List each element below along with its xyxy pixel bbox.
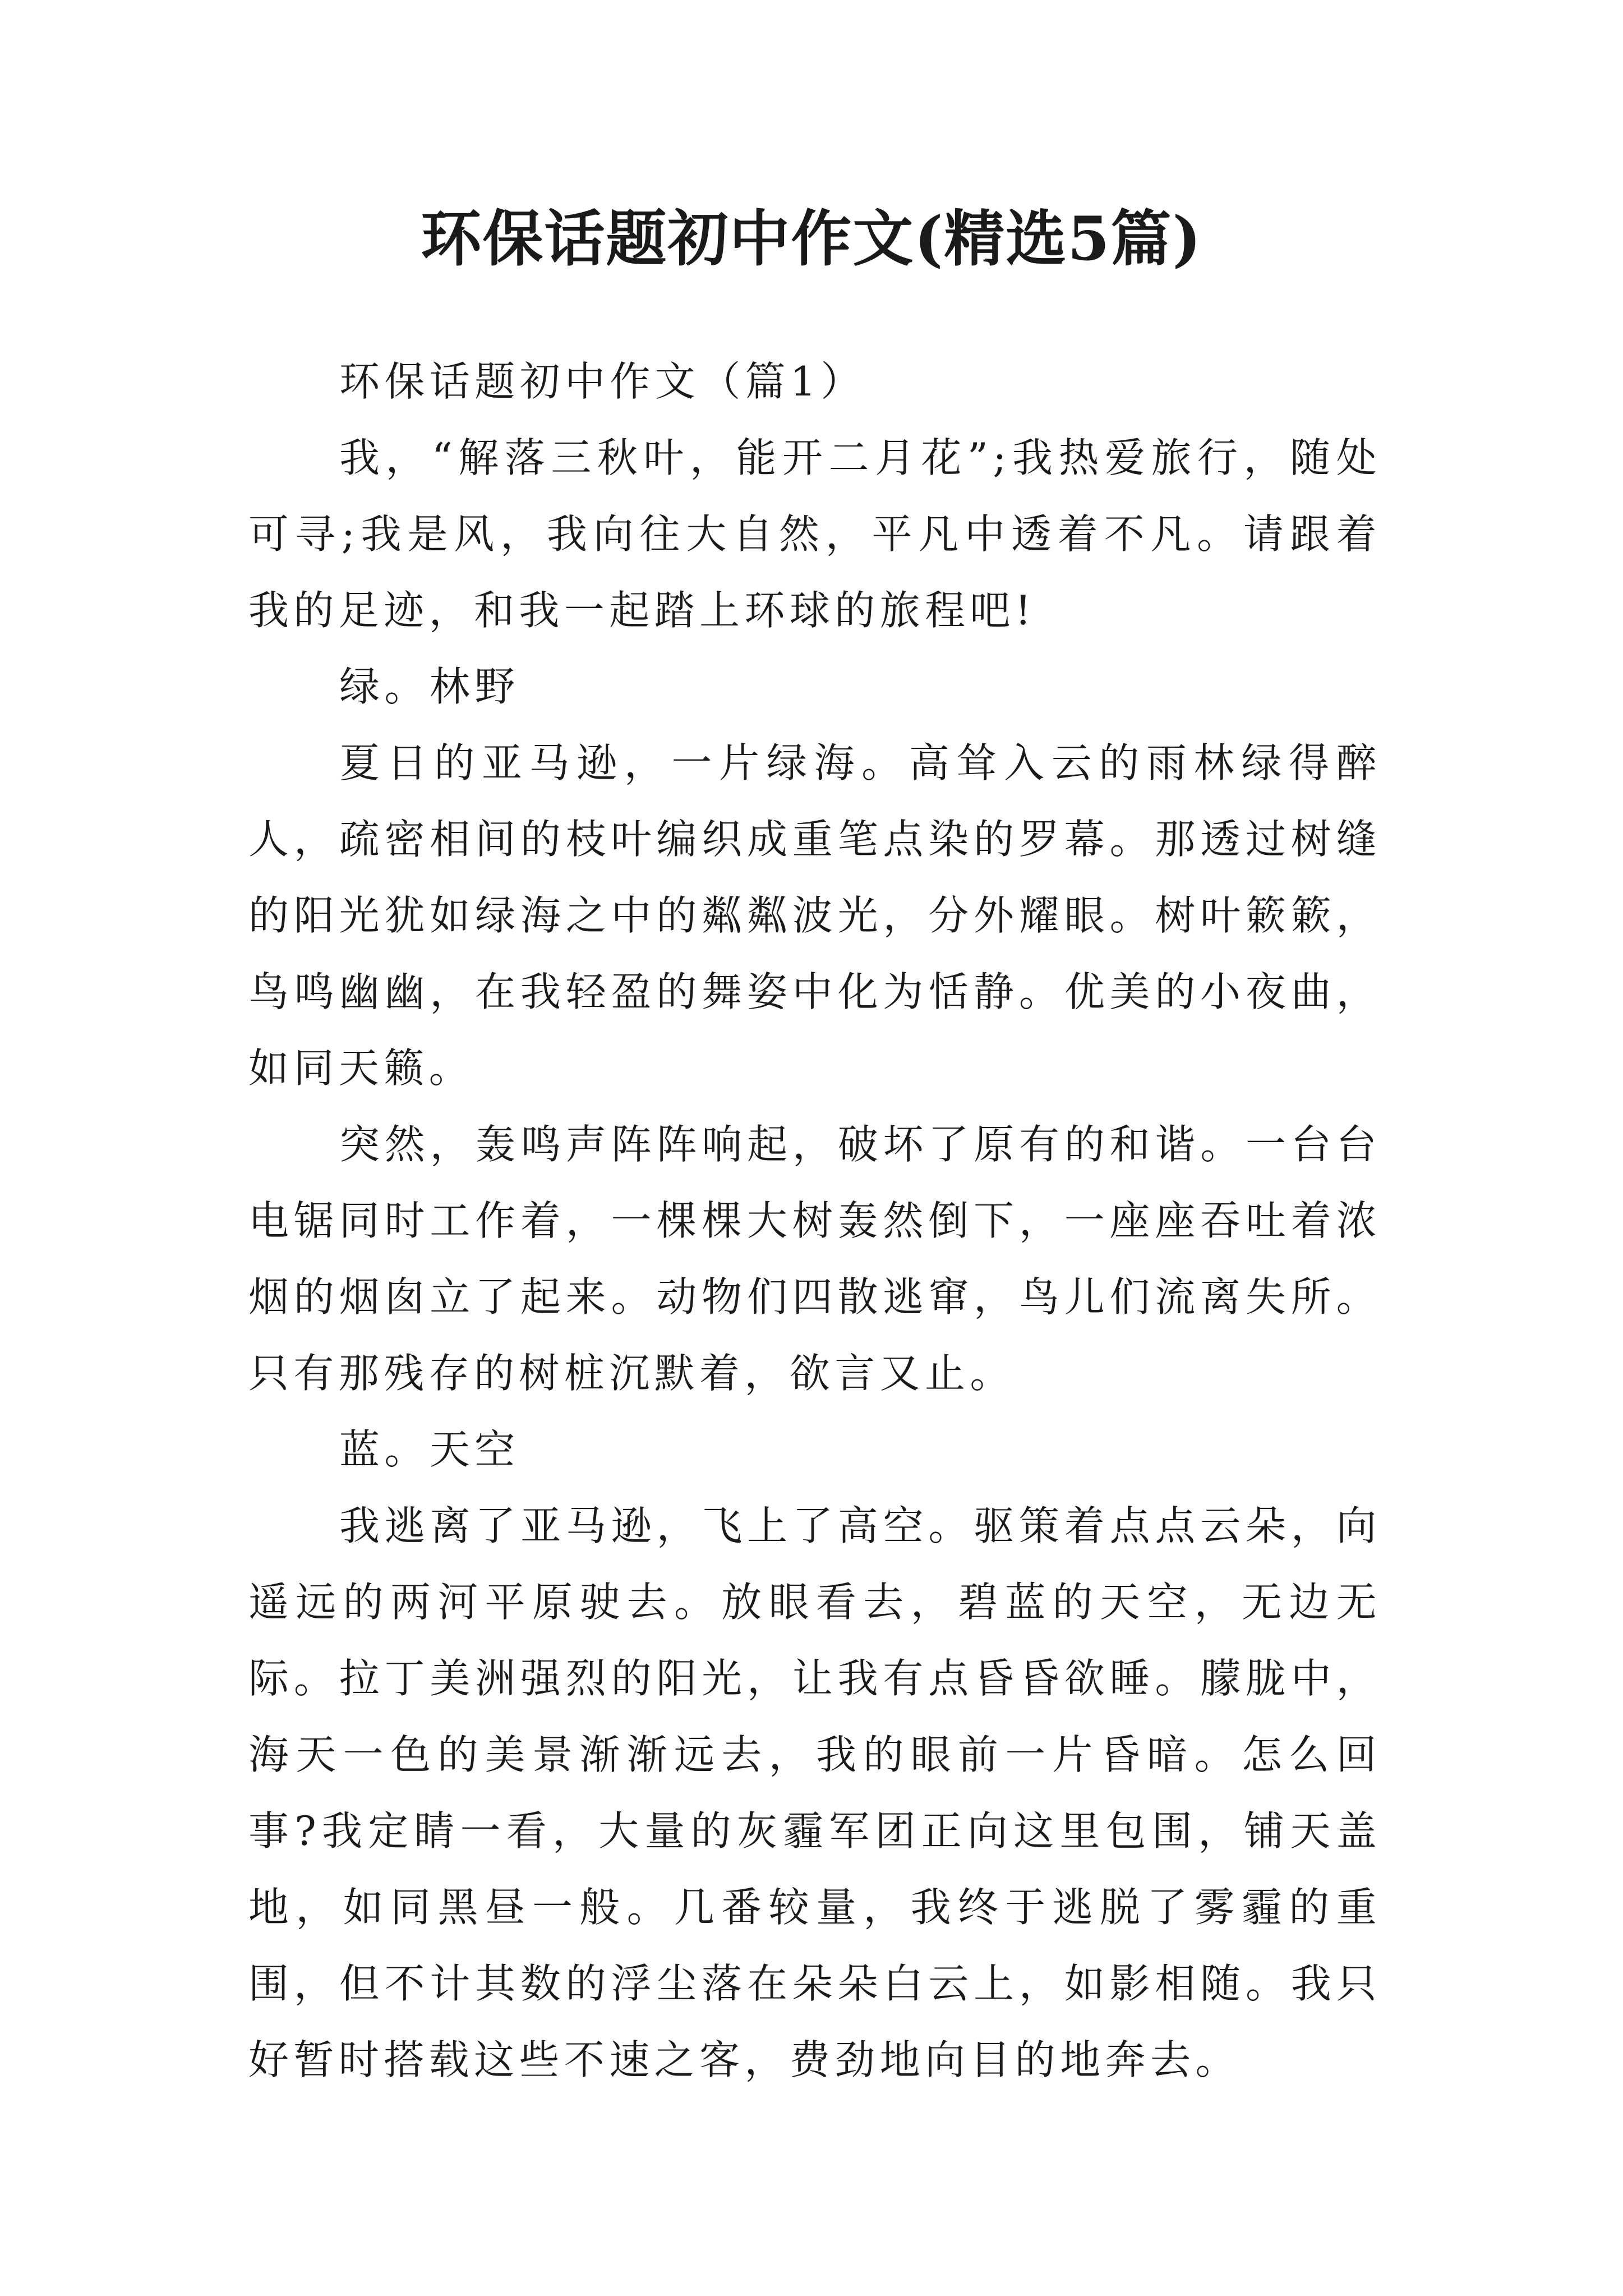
- document-body: [248, 343, 1381, 2098]
- section-heading: 环保话题初中作文（篇1）: [339, 358, 866, 405]
- document-title: 环保话题初中作文(精选5篇): [421, 204, 1202, 274]
- section-heading: 绿。林野: [339, 663, 520, 710]
- paragraph: 我逃离了亚马逊，飞上了高空。驱策着点点云朵，向遥远的两河平原驶去。放眼看去，碧蓝的天空，无边无际。拉丁美洲强烈的阳光，让我有点昏昏欲睡。朦胧中，海天一色的美景渐渐远去，我的眼前一片昏暗。怎么回事?我定睛一看，大量的灰霾军团正向这里包围，铺天盖地，如同黑昼一般。几番较量，我终于逃脱了雾霾的重围，但不计其数的浮尘落在朵朵白云上，如影相随。我只好暂时搭载这些不速之客，费劲地向目的地奔去。: [248, 1502, 1381, 2083]
- paragraph: 我，“解落三秋叶，能开二月花”;我热爱旅行，随处可寻;我是风，我向往大自然，平凡中透着不凡。请跟着我的足迹，和我一起踏上环球的旅程吧!: [248, 434, 1381, 634]
- paragraph: 突然，轰鸣声阵阵响起，破坏了原有的和谐。一台台电锯同时工作着，一棵棵大树轰然倒下，一座座吞吐着浓烟的烟囱立了起来。动物们四散逃窜，鸟儿们流离失所。只有那残存的树桩沉默着，欲言又止。: [248, 1121, 1381, 1397]
- paragraph: 夏日的亚马逊，一片绿海。高耸入云的雨林绿得醉人，疏密相间的枝叶编织成重笔点染的罗幕。那透过树缝的阳光犹如绿海之中的粼粼波光，分外耀眼。树叶簌簌，鸟鸣幽幽，在我轻盈的舞姿中化为恬静。优美的小夜曲，如同天籁。: [248, 739, 1381, 1092]
- section-heading: 蓝。天空: [339, 1426, 520, 1473]
